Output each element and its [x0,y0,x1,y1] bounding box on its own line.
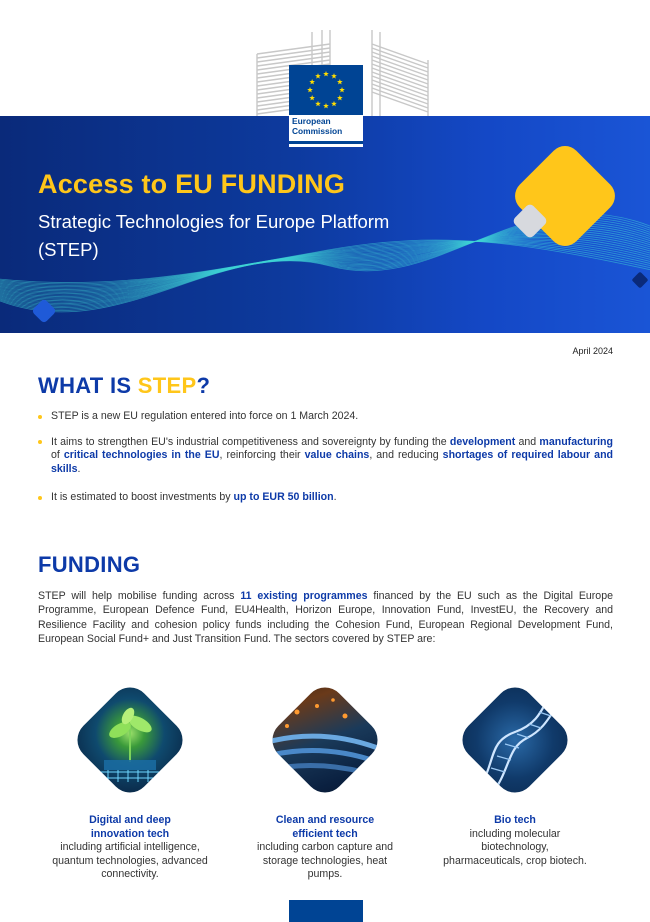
sector-desc-line3: pumps. [307,868,343,880]
sector-description [435,828,595,869]
funding-bold-programmes: 11 existing programmes [240,590,368,602]
list-item [38,410,613,424]
logo-underline [289,141,363,144]
eu-star-icon [309,95,315,100]
bullet2-bold-manufacturing: manufacturing [539,435,613,448]
eu-star-icon [315,101,321,106]
hero-banner [0,116,650,333]
sector-desc-line1: including artificial intelligence, [60,841,200,853]
bullet2-bold-shortages: shortages of required labour and skills [51,449,614,475]
sector-desc-line1: including carbon capture and [256,841,394,853]
sector-description [50,841,210,882]
eu-star-icon [323,71,329,76]
sector-title-line2: efficient tech [292,827,358,840]
eu-star-icon [339,87,345,92]
sector-title-line1: Bio tech [494,814,536,826]
sector-clean-image [265,680,385,800]
berlaymont-building-right-icon [370,30,430,116]
sector-title-line1: Digital and deep [89,814,171,826]
dna-helix-icon [454,679,576,801]
eu-star-icon [307,87,313,92]
bullet3-text-1: It is estimated to boost investments by [51,491,234,503]
bullet3-text-2: . [333,491,337,503]
bullet2-text-4: , reinforcing their [219,449,305,461]
eu-star-icon [337,79,343,84]
bullet2-text-1: It aims to strengthen EU's industrial competitiveness and sovereignty by funding the [51,435,450,448]
subtitle-line1: Strategic Technologies for Europe Platform [38,211,390,232]
european-commission-logo[interactable] [289,65,363,147]
list-item [38,491,613,505]
logo-text [292,117,362,136]
sector-biotech [435,680,595,868]
funding-paragraph [38,589,613,647]
page-subtitle [38,208,468,264]
footer-bar [289,900,363,922]
blue-diamond-right-shape [632,272,649,289]
eu-star-icon [323,103,329,108]
bullet3-bold-amount: up to EUR 50 billion [233,491,334,503]
logo-line1: European [292,116,331,126]
what-is-step-list [38,410,613,505]
plant-chip-icon [69,679,191,801]
eu-flag-icon [289,65,363,115]
funding-text-2: financed by the EU such as the Digital Europe Programme, European Defence Fund, EU4Health, Horizon Europe, Innovation Fund, InvestEU, the Recovery and Resilience Facility and cohesion policy funds including the Cohesion Fund, European Regional Development Fund, European Social Fund+ and Just Transition Fund. The sectors covered by STEP are: [38,590,613,646]
eu-star-icon [331,73,337,78]
sector-title-line1: Clean and resource [275,814,375,826]
publication-date: April 2024 [572,346,613,356]
bullet1-text: STEP is a new EU regulation entered into force on 1 March 2024. [51,410,359,422]
eu-star-icon [331,101,337,106]
bullet2-text-6: . [77,462,81,475]
sector-biotech-image [455,680,575,800]
sector-digital-image [70,680,190,800]
sector-title [245,814,405,841]
industrial-pipes-icon [264,679,386,801]
sector-title [50,814,210,841]
list-item [38,436,613,477]
bullet2-text-5: , and reducing [369,449,443,461]
sector-digital [50,680,210,882]
page-title: Access to EU FUNDING [38,169,346,199]
heading-part1: WHAT IS [38,373,138,398]
sector-desc-line2: biotechnology, [481,841,549,853]
sector-clean [245,680,405,882]
funding-heading: FUNDING [38,552,141,577]
header-logo-area [0,0,650,136]
sector-desc-line1: including molecular [469,827,561,840]
sector-title [435,814,595,828]
sector-desc-line2: storage technologies, heat [262,854,388,867]
sector-desc-line3: pharmaceuticals, crop biotech. [443,854,587,867]
bullet2-text-2: and [515,435,540,448]
funding-text-1: STEP will help mobilise funding across [38,590,241,602]
bullet2-bold-value-chains: value chains [304,449,370,461]
what-is-step-heading [38,373,210,399]
heading-step-accent: STEP [137,373,197,398]
heading-part3: ? [196,373,211,398]
bullet2-text-3: of [51,449,64,461]
sector-desc-line2: quantum technologies, advanced [52,854,208,867]
sector-title-line2: innovation tech [90,827,170,840]
eu-star-icon [337,95,343,100]
logo-line2: Commission [292,125,343,136]
subtitle-line2: (STEP) [38,239,99,260]
eu-star-icon [309,79,315,84]
bullet2-bold-development: development [449,435,516,448]
sector-description [245,841,405,882]
eu-star-icon [315,73,321,78]
sector-desc-line3: connectivity. [101,868,159,880]
bullet2-bold-critical-tech: critical technologies in the EU [63,449,220,461]
